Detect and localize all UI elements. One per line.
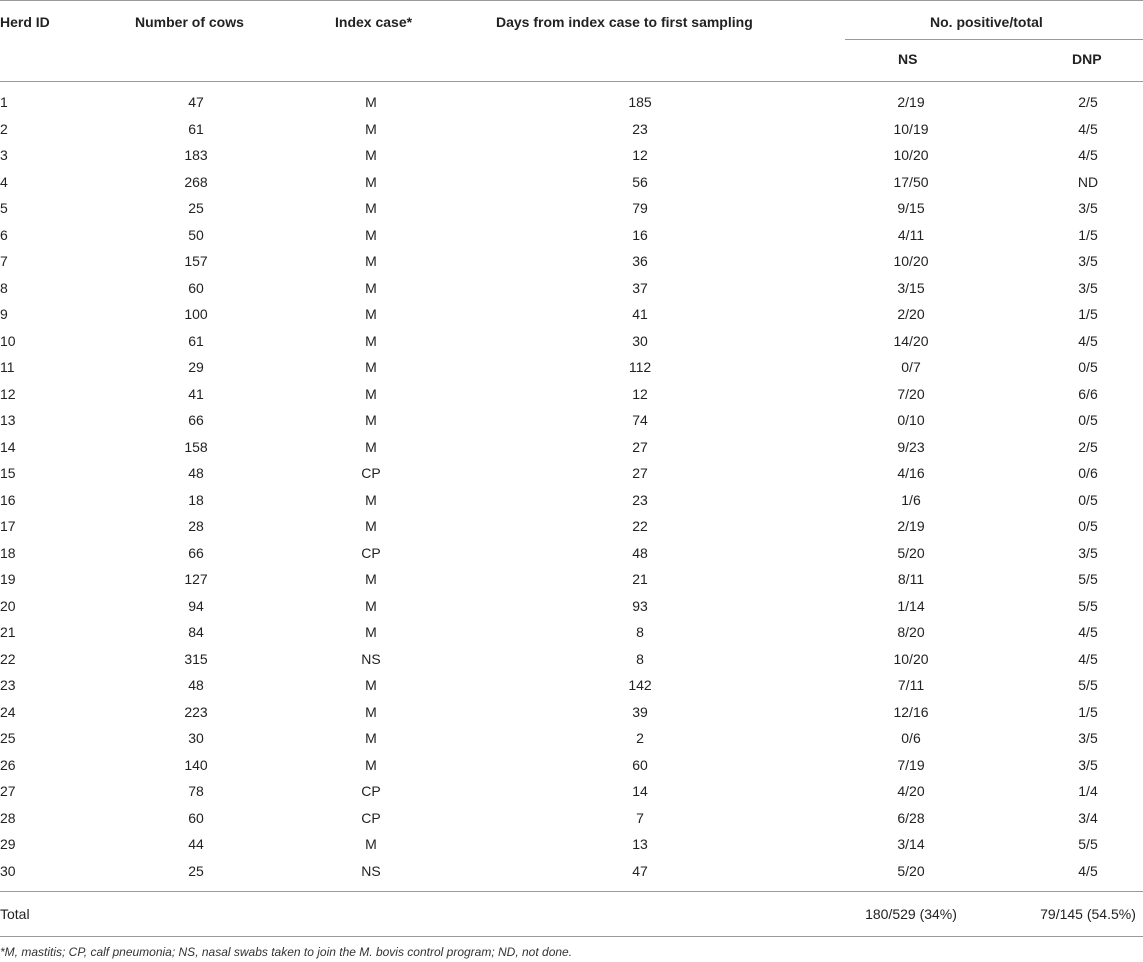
header-dnp: DNP — [1072, 51, 1102, 67]
table-row: 14 158 M 27 9/23 2/5 — [0, 438, 1098, 455]
table-row: 28 60 CP 7 6/28 3/4 — [0, 809, 1098, 826]
herd-id-cell: 5 — [0, 200, 8, 216]
table-row: 7 157 M 36 10/20 3/5 — [0, 253, 1098, 269]
herd-id-cell: 25 — [0, 730, 16, 746]
table-row: 9 100 M 41 2/20 1/5 — [0, 306, 1098, 322]
herd-id-cell: 6 — [0, 226, 8, 243]
herd-id-cell: 1 — [0, 94, 8, 110]
header-ns: NS — [898, 51, 918, 67]
header-days: Days from index case to first sampling — [496, 14, 753, 30]
herd-id-cell: 2 — [0, 120, 8, 137]
total-top-rule — [0, 891, 1143, 892]
header-herd-id: Herd ID — [0, 14, 50, 30]
table-row: 13 66 M 74 0/10 0/5 — [0, 412, 1098, 428]
table-top-rule — [0, 0, 1143, 1]
table-row: 26 140 M 60 7/19 3/5 — [0, 756, 1098, 773]
header-index-case: Index case* — [335, 14, 413, 30]
table-row: 30 25 NS 47 5/20 4/5 — [0, 862, 1098, 879]
herd-id-cell: 28 — [0, 809, 16, 826]
table-row: 25 30 M 2 0/6 3/5 — [0, 730, 1098, 746]
table-row: 4 268 M 56 17/50 ND — [0, 173, 1099, 190]
herd-id-cell: 26 — [0, 756, 16, 773]
herd-id-cell: 7 — [0, 253, 8, 269]
header-positive-total: No. positive/total — [930, 14, 1043, 30]
herd-id-cell: 10 — [0, 332, 16, 349]
table-row: 8 60 M 37 3/15 3/5 — [0, 279, 1098, 296]
header-bottom-rule — [0, 81, 1143, 82]
herd-id-cell: 15 — [0, 465, 16, 481]
header-sub-rule — [845, 39, 1143, 40]
table-row: 10 61 M 30 14/20 4/5 — [0, 332, 1098, 349]
herd-id-cell: 21 — [0, 624, 16, 640]
herd-id-cell: 27 — [0, 783, 16, 799]
herd-id-cell: 11 — [0, 359, 15, 375]
table-footnote: *M, mastitis; CP, calf pneumonia; NS, nasal swabs taken to join the M. bovis control program; ND, not done. — [0, 945, 573, 959]
table-row: 27 78 CP 14 4/20 1/4 — [0, 783, 1098, 799]
herd-id-cell: 12 — [0, 385, 16, 402]
table-row: 21 84 M 8 8/20 4/5 — [0, 624, 1098, 640]
table-row: 15 48 CP 27 4/16 0/6 — [0, 465, 1098, 481]
table-row: 24 223 M 39 12/16 1/5 — [0, 703, 1098, 720]
table-row: 20 94 M 93 1/14 5/5 — [0, 597, 1098, 614]
herd-id-cell: 22 — [0, 650, 16, 667]
herd-id-cell: 30 — [0, 862, 16, 879]
herd-table: Herd ID Number of cows Index case* Days from index case to first sampling No. positive/total NS DNP 1 47 M 185 2/19 2/5 2 61 M 23 10/19 4/5 3 183 M 12 10/20 4/5 4 268 M 56 17/50 ND 5 25 M 79 9/15 3/5 6 50 M 16 4/11 1/5 7 157 M 36 10/20 3/5 8 60 M 37 3/15 3/5 9 100 M 41 2/20 1/5 10 61 M 30 14/20 4/5 11 29 M 112 0/7 0/5 12 41 M 12 7/20 6/6 13 66 M 74 0/10 0/5 14 158 M 27 9/23 2/5 15 48 CP 27 4/16 0/6 16 18 M 23 1/6 0/5 17 28 M 22 2/19 0/5 18 66 CP 48 5/20 3/5 19 127 M 21 8/11 5/5 20 94 M 93 1/14 5/5 21 84 M 8 8/20 4/5 22 315 NS 8 10/20 4/5 23 48 M 142 7/11 5/5 24 223 M 39 12/16 1/5 25 30 M 2 0/6 3/5 26 140 M 60 7/19 3/5 27 78 CP 14 4/20 1/4 28 60 CP 7 6/28 3/4 29 44 M 13 3/14 5/5 30 25 NS 47 5/20 4/5 Total 180/529 (34%) 79/145 (54.5%) *M, mastitis; CP, calf pneumonia; NS, nasal swabs taken to join the M. bovis control program; ND, not done. — [0, 0, 1143, 962]
header-number-of-cows: Number of cows — [135, 14, 244, 30]
herd-id-cell: 9 — [0, 306, 8, 322]
herd-id-cell: 14 — [0, 438, 16, 455]
table-row: 2 61 M 23 10/19 4/5 — [0, 120, 1098, 137]
table-row: 6 50 M 16 4/11 1/5 — [0, 226, 1098, 243]
total-label: Total — [0, 906, 30, 922]
table-row: 11 29 M 112 0/7 0/5 — [0, 359, 1098, 375]
herd-id-cell: 24 — [0, 703, 16, 720]
herd-id-cell: 23 — [0, 677, 16, 693]
herd-id-cell: 18 — [0, 544, 16, 561]
herd-id-cell: 3 — [0, 147, 8, 163]
herd-id-cell: 17 — [0, 518, 16, 534]
herd-id-cell: 29 — [0, 836, 16, 852]
table-row: 3 183 M 12 10/20 4/5 — [0, 147, 1098, 163]
herd-id-cell: 19 — [0, 571, 16, 587]
table-row: 29 44 M 13 3/14 5/5 — [0, 836, 1098, 852]
herd-id-cell: 16 — [0, 491, 16, 508]
table-body — [0, 89, 1143, 884]
table-row: 18 66 CP 48 5/20 3/5 — [0, 544, 1098, 561]
herd-id-cell: 13 — [0, 412, 16, 428]
table-row: 17 28 M 22 2/19 0/5 — [0, 518, 1098, 534]
table-row: 19 127 M 21 8/11 5/5 — [0, 571, 1098, 587]
table-row: 16 18 M 23 1/6 0/5 — [0, 491, 1098, 508]
table-row: 12 41 M 12 7/20 6/6 — [0, 385, 1098, 402]
table-row: 5 25 M 79 9/15 3/5 — [0, 200, 1098, 216]
table-row: 22 315 NS 8 10/20 4/5 — [0, 650, 1098, 667]
herd-id-cell: 20 — [0, 597, 16, 614]
herd-id-cell: 8 — [0, 279, 8, 296]
table-row: 1 47 M 185 2/19 2/5 — [0, 94, 1098, 110]
herd-id-cell: 4 — [0, 173, 8, 190]
table-bottom-rule — [0, 936, 1143, 937]
table-row: 23 48 M 142 7/11 5/5 — [0, 677, 1098, 693]
